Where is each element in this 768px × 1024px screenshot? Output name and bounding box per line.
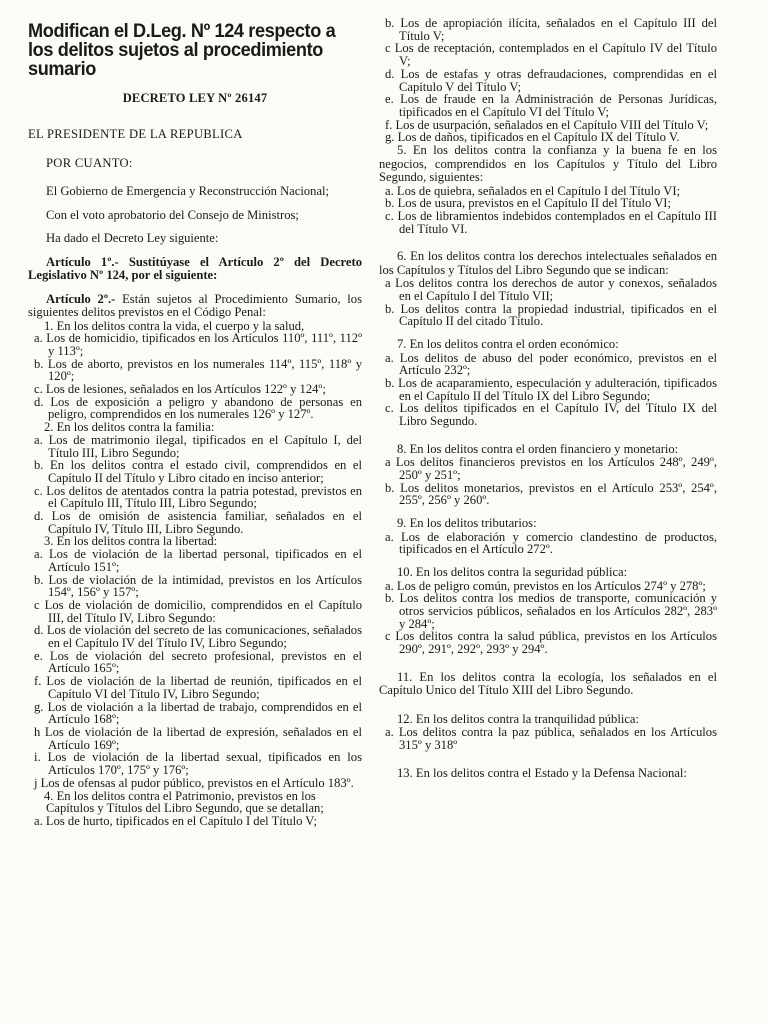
section-10: 10. En los delitos contra la seguridad pública: <box>397 565 628 580</box>
article-1 <box>28 256 362 283</box>
list-item: c. Los de libramientos indebidos contemplados en el Capítulo III del Título VI. <box>385 208 717 236</box>
paragraph-decreto: Ha dado el Decreto Ley siguiente: <box>46 231 219 245</box>
list-item: b. Los delitos contra los medios de transporte, comunicación y otros servicios públicos, señalados en los Artículos 282º, 283º y 284º; <box>385 591 717 631</box>
article-2-label: Artículo 2º.- <box>46 291 116 306</box>
list-item: a. Los de hurto, tipificados en el Capítulo I del Título V; <box>34 813 317 828</box>
list-item: b. Los de usura, previstos en el Capítulo II del Título VI; <box>385 196 671 211</box>
section-7: 7. En los delitos contra el orden económico: <box>397 337 619 352</box>
list-item: d. Los de estafas y otras defraudaciones, comprendidas en el Capítulo V del Título V; <box>385 66 717 94</box>
section-11: 11. En los delitos contra la ecología, los señalados en el Capítulo Unico del Título XIII del Libro Segundo. <box>379 669 717 698</box>
section-9: 9. En los delitos tributarios: <box>397 516 537 531</box>
section-2: 2. En los delitos contra la familia: <box>44 420 215 435</box>
article-1-label: Artículo 1º.- <box>46 254 119 269</box>
section-6: 6. En los delitos contra los derechos intelectuales señalados en los Capítulos y Títulos del Libro Segundo que se indican: <box>379 249 717 277</box>
president-heading: EL PRESIDENTE DE LA REPUBLICA <box>28 127 243 141</box>
list-item: a. Los de peligro común, previstos en los Artículos 274º y 278º; <box>385 578 706 593</box>
section-3: 3. En los delitos contra la libertad: <box>44 534 218 549</box>
por-cuanto: POR CUANTO: <box>46 155 133 170</box>
list-item: e. Los de fraude en la Administración de Personas Jurídicas, tipificados en el Capítulo VI del Título V; <box>385 92 717 119</box>
list-item: a Los delitos contra los derechos de autor y conexos, señalados en el Capítulo I del Título VII; <box>385 276 717 304</box>
left-column <box>28 0 362 828</box>
list-item: a. Los de violación de la libertad personal, tipificados en el Artículo 151º; <box>34 547 362 574</box>
list-item: d. Los de exposición a peligro y abandono de personas en peligro, comprendidos en los numerales 126º y 127º. <box>34 394 362 422</box>
article-1-text: Sustitúyase el Artículo 2º del Decreto Legislativo Nº 124, por el siguiente: <box>28 254 362 282</box>
list-item: j Los de ofensas al pudor público, previstos en el Artículo 183º. <box>34 775 354 790</box>
list-item: c Los de violación de domicilio, comprendidos en el Capítulo III, del Título IV, Libro Segundo: <box>34 597 362 625</box>
list-item: a Los delitos financieros previstos en los Artículos 248º, 249º, 250º y 251º; <box>385 455 717 483</box>
list-item: d. Los de omisión de asistencia familiar, señalados en el Capítulo IV, Título III, Libro Segundo. <box>34 509 362 536</box>
list-item: b. Los de violación de la intimidad, previstos en los Artículos 154º, 156º y 157º; <box>34 572 362 600</box>
list-item: a. Los de matrimonio ilegal, tipificados en el Capítulo I, del Título III, Libro Segundo; <box>34 432 362 460</box>
list-item: c. Los delitos tipificados en el Capítulo IV, del Título IX del Libro Segundo. <box>385 401 717 429</box>
list-item: a. Los de elaboración y comercio clandestino de productos, tipificados en el Artículo 272º. <box>385 529 717 557</box>
article-2-text: Están sujetos al Procedimiento Sumario, los siguientes delitos previstos en el Código Penal: <box>28 291 362 319</box>
article-2 <box>28 293 362 320</box>
list-item: c. Los delitos de atentados contra la patria potestad, previstos en el Capítulo III, Título III, Libro Segundo; <box>34 483 362 511</box>
section-8: 8. En los delitos contra el orden financiero y monetario: <box>397 441 679 456</box>
section-12: 12. En los delitos contra la tranquilidad pública: <box>397 711 640 726</box>
list-item: a. Los de quiebra, señalados en el Capítulo I del Título VI; <box>385 183 681 198</box>
right-column <box>379 17 717 780</box>
list-item: b. Los de aborto, previstos en los numerales 114º, 115º, 118º y 120º; <box>34 356 362 384</box>
paragraph-voto: Con el voto aprobatorio del Consejo de Ministros; <box>46 207 299 222</box>
section-1: 1. En los delitos contra la vida, el cuerpo y la salud, <box>44 318 305 333</box>
list-item: f. Los de violación de la libertad de reunión, tipificados en el Capítulo VI del Título IV, Libro Segundo; <box>34 674 362 701</box>
section-5: 5. En los delitos contra la confianza y la buena fe en los negocios, comprendidos en los Capítulos y Título del Libro Segundo, siguientes: <box>379 143 717 185</box>
paragraph-gobierno: El Gobierno de Emergencia y Reconstrucción Nacional; <box>46 184 330 198</box>
list-item: c Los delitos contra la salud pública, previstos en los Artículos 290º, 291º, 292º, 293º y 294º. <box>385 629 717 657</box>
list-item: h Los de violación de la libertad de expresión, señalados en el Artículo 169º; <box>34 725 362 752</box>
list-item: b. Los delitos monetarios, previstos en el Artículo 253º, 254º, 255º, 256º y 260º. <box>385 480 717 508</box>
list-item: b. En los delitos contra el estado civil, comprendidos en el Capítulo II del Título y Libro citado en inciso anterior; <box>34 458 362 485</box>
list-item: i. Los de violación de la libertad sexual, tipificados en los Artículos 170º, 175º y 176º; <box>34 750 362 778</box>
list-item: c. Los de lesiones, señalados en los Artículos 122º y 124º; <box>34 382 326 397</box>
decree-number: DECRETO LEY Nº 26147 <box>122 91 268 105</box>
list-item: a. Los delitos contra la paz pública, señalados en los Artículos 315º y 318º <box>385 725 717 753</box>
page-title: Modifican el D.Leg. Nº 124 respecto a los delitos sujetos al procedimiento sumario <box>28 20 336 80</box>
list-item: b. Los de acaparamiento, especulación y adulteración, tipificados en el Capítulo II del Título IX del Libro Segundo; <box>385 376 717 403</box>
list-item: e. Los de violación del secreto profesional, previstos en el Artículo 165º; <box>34 648 362 676</box>
list-item: d. Los de violación del secreto de las comunicaciones, señalados en el Capítulo IV del Título IV, Libro Segundo; <box>34 623 362 651</box>
section-13: 13. En los delitos contra el Estado y la Defensa Nacional: <box>397 765 687 780</box>
list-item: f. Los de usurpación, señalados en el Capítulo VIII del Título V; <box>385 117 709 132</box>
list-item: g. Los de violación a la libertad de trabajo, comprendidos en el Artículo 168º; <box>34 699 362 727</box>
list-item: c Los de receptación, contemplados en el Capítulo IV del Título V; <box>385 41 717 69</box>
list-item: b. Los delitos contra la propiedad industrial, tipificados en el Capítulo II del citado Título. <box>385 301 717 329</box>
list-item: b. Los de apropiación ilícita, señalados en el Capítulo III del Título V; <box>385 16 717 43</box>
list-item: a. Los de homicidio, tipificados en los Artículos 110º, 111º, 112º y 113º; <box>34 331 362 358</box>
section-4: 4. En los delitos contra el Patrimonio, previstos en los Capítulos y Títulos del Libro Segundo, que se detallan; <box>44 788 324 816</box>
list-item: g. Los de daños, tipificados en el Capítulo IX del Título V. <box>385 130 680 145</box>
list-item: a. Los delitos de abuso del poder económico, previstos en el Artículo 232º; <box>385 350 717 378</box>
